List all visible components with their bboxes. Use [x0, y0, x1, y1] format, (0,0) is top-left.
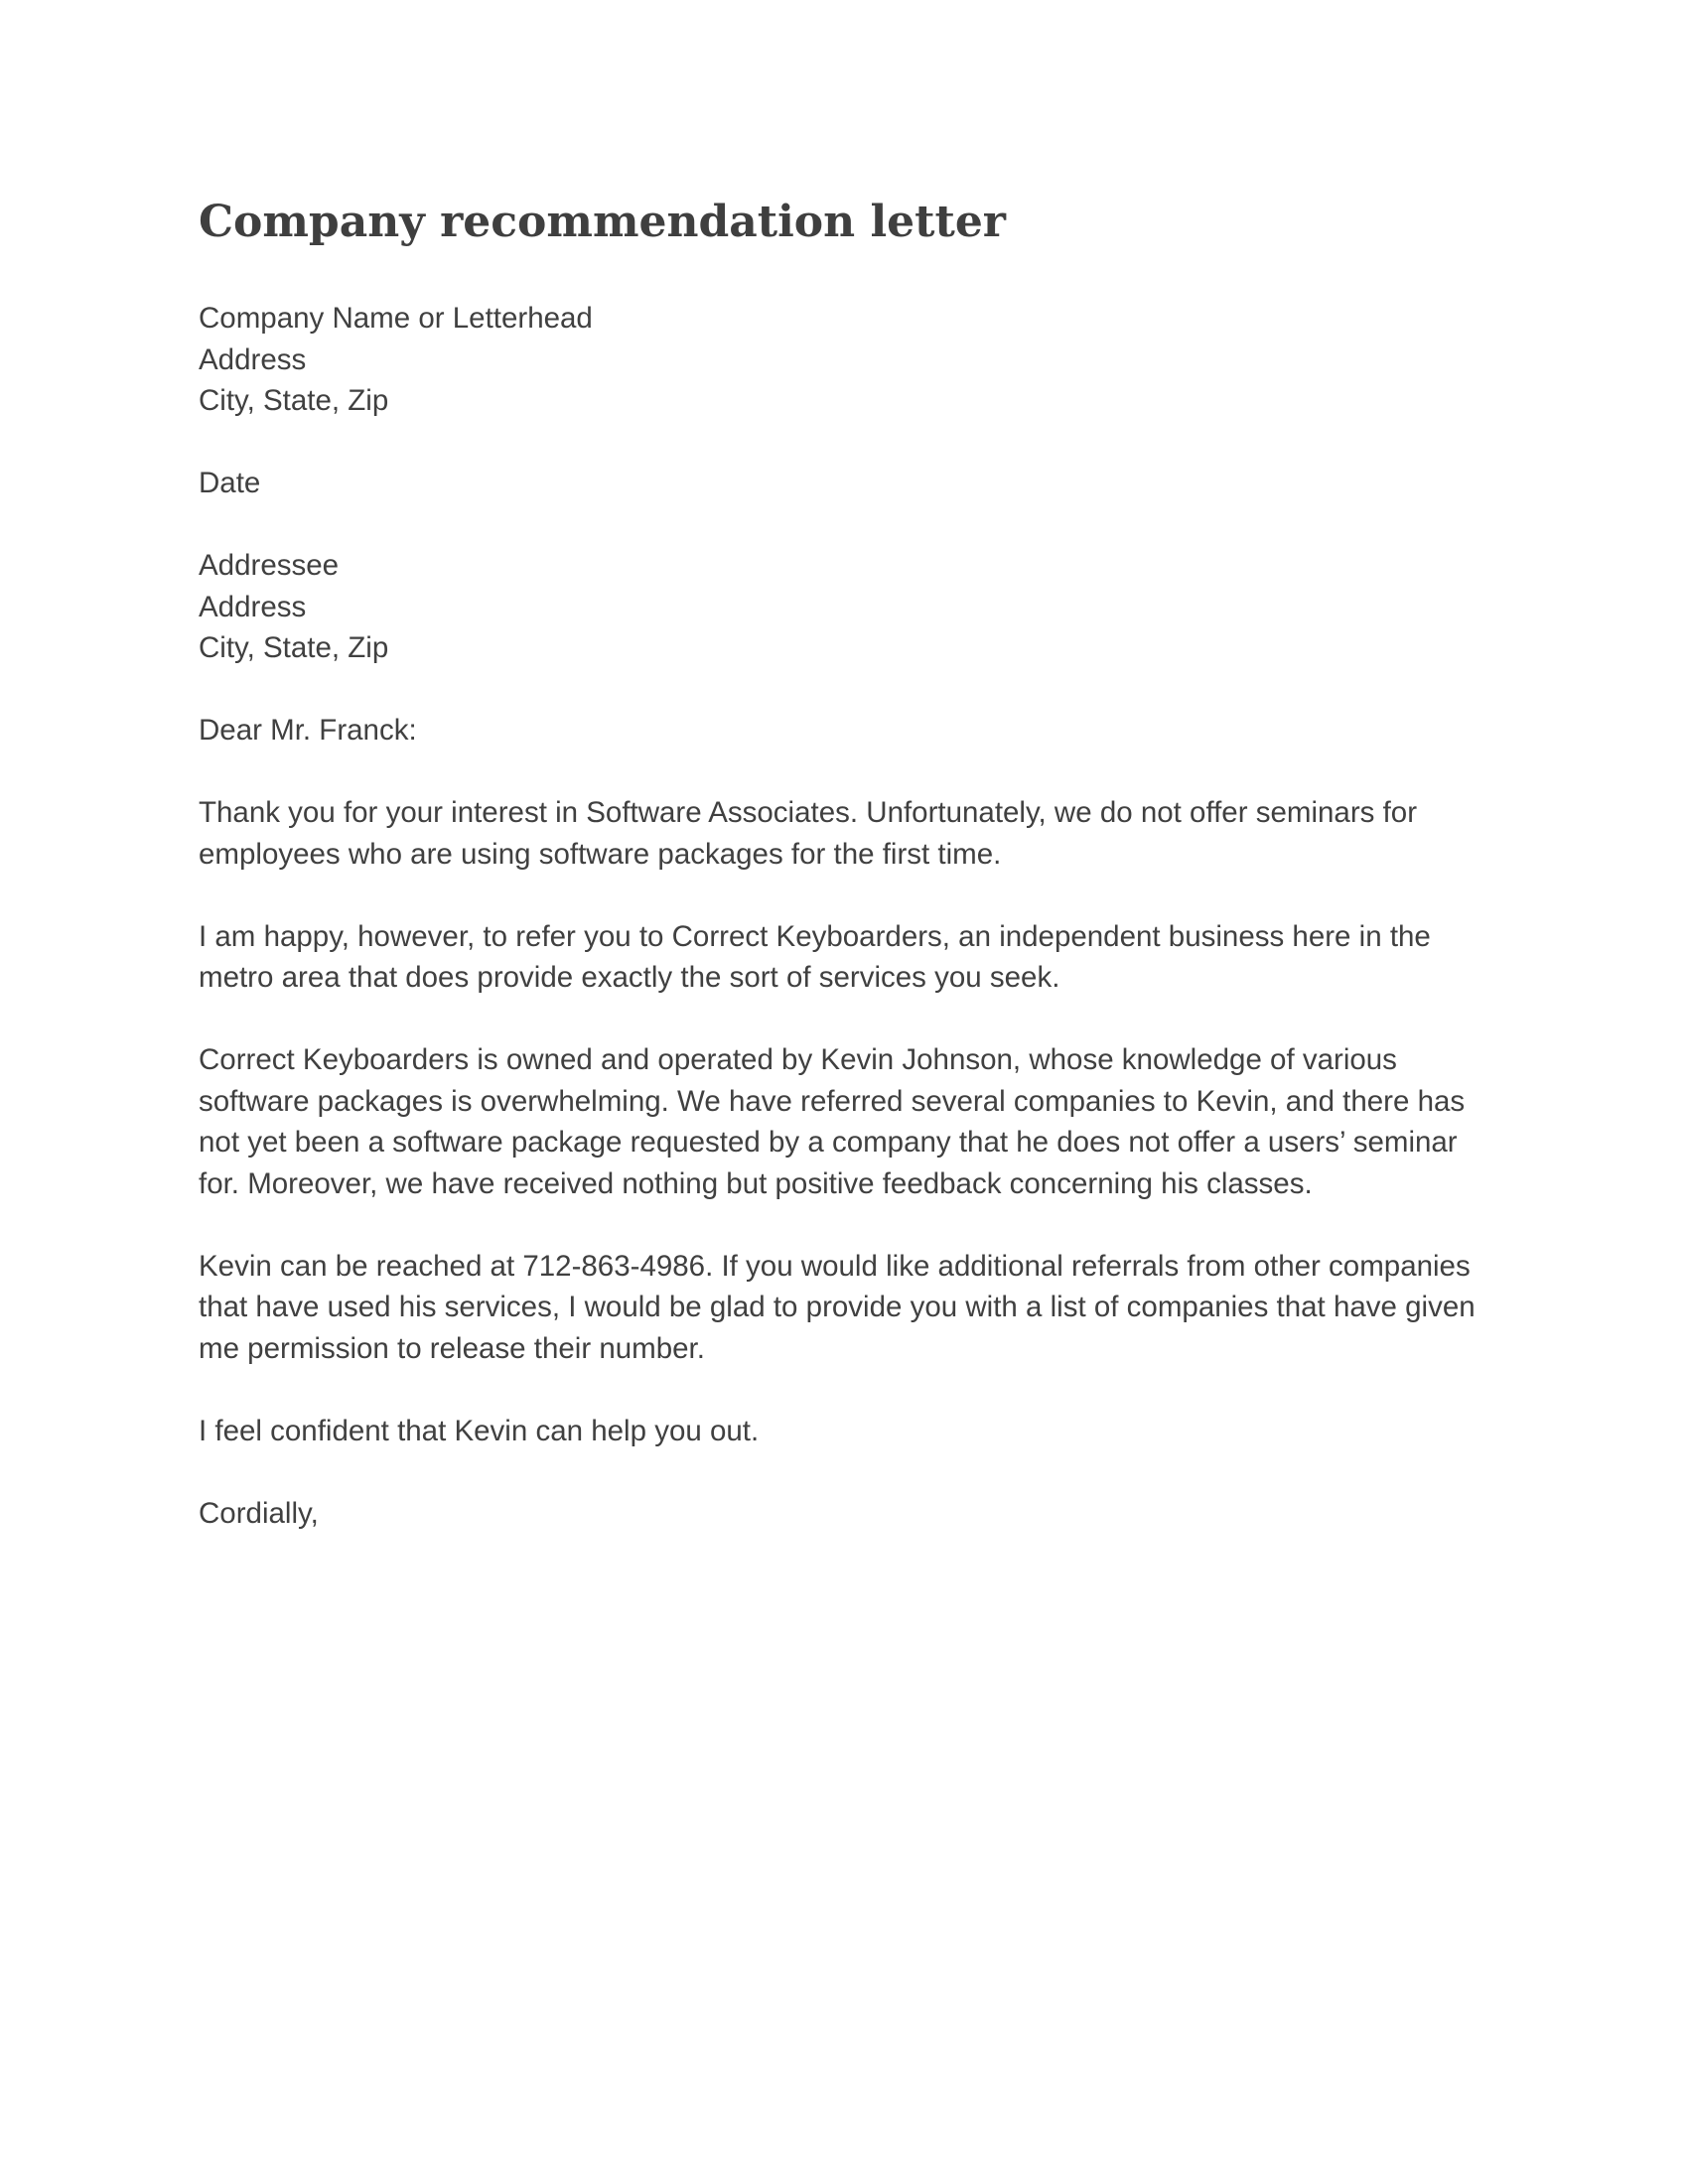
sender-address: Address [199, 342, 307, 376]
body-paragraph-5: I feel confident that Kevin can help you out. [199, 1414, 760, 1447]
recipient-address: Address [199, 590, 307, 623]
recipient-block [199, 545, 1489, 669]
closing-block [199, 1493, 1489, 1535]
body-paragraph-3: Correct Keyboarders is owned and operated by Kevin Johnson, whose knowledge of various software packages is overwhelming. We have referred several companies to Kevin, and there has not yet been a software package requested by a company that he does not offer a users’ seminar for. Moreover, we have received nothing but positive feedback concerning his classes. [199, 1043, 1466, 1200]
recipient-name: Addressee [199, 549, 340, 582]
page-title: Company recommendation letter [199, 197, 1006, 247]
letter-content [199, 197, 1489, 1575]
salutation: Dear Mr. Franck: [199, 714, 417, 747]
body-paragraph-2: I am happy, however, to refer you to Correct Keyboarders, an independent business here in the metro area that does provide exactly the sort of services you seek. [199, 919, 1431, 994]
sender-block [199, 298, 1489, 422]
date-block [199, 463, 1489, 504]
sender-city-state-zip: City, State, Zip [199, 384, 389, 417]
letter-date: Date [199, 467, 261, 499]
sender-company: Company Name or Letterhead [199, 302, 593, 335]
salutation-block [199, 710, 1489, 751]
body-paragraph-4: Kevin can be reached at 712-863-4986. If you would like additional referrals from other companies that have used his services, I would be glad to provide you with a list of companies that have given me permission to release their number. [199, 1249, 1476, 1365]
recipient-city-state-zip: City, State, Zip [199, 631, 389, 664]
body-paragraph-1: Thank you for your interest in Software Associates. Unfortunately, we do not offer seminars for employees who are using software packages for the first time. [199, 796, 1418, 871]
closing: Cordially, [199, 1496, 319, 1530]
